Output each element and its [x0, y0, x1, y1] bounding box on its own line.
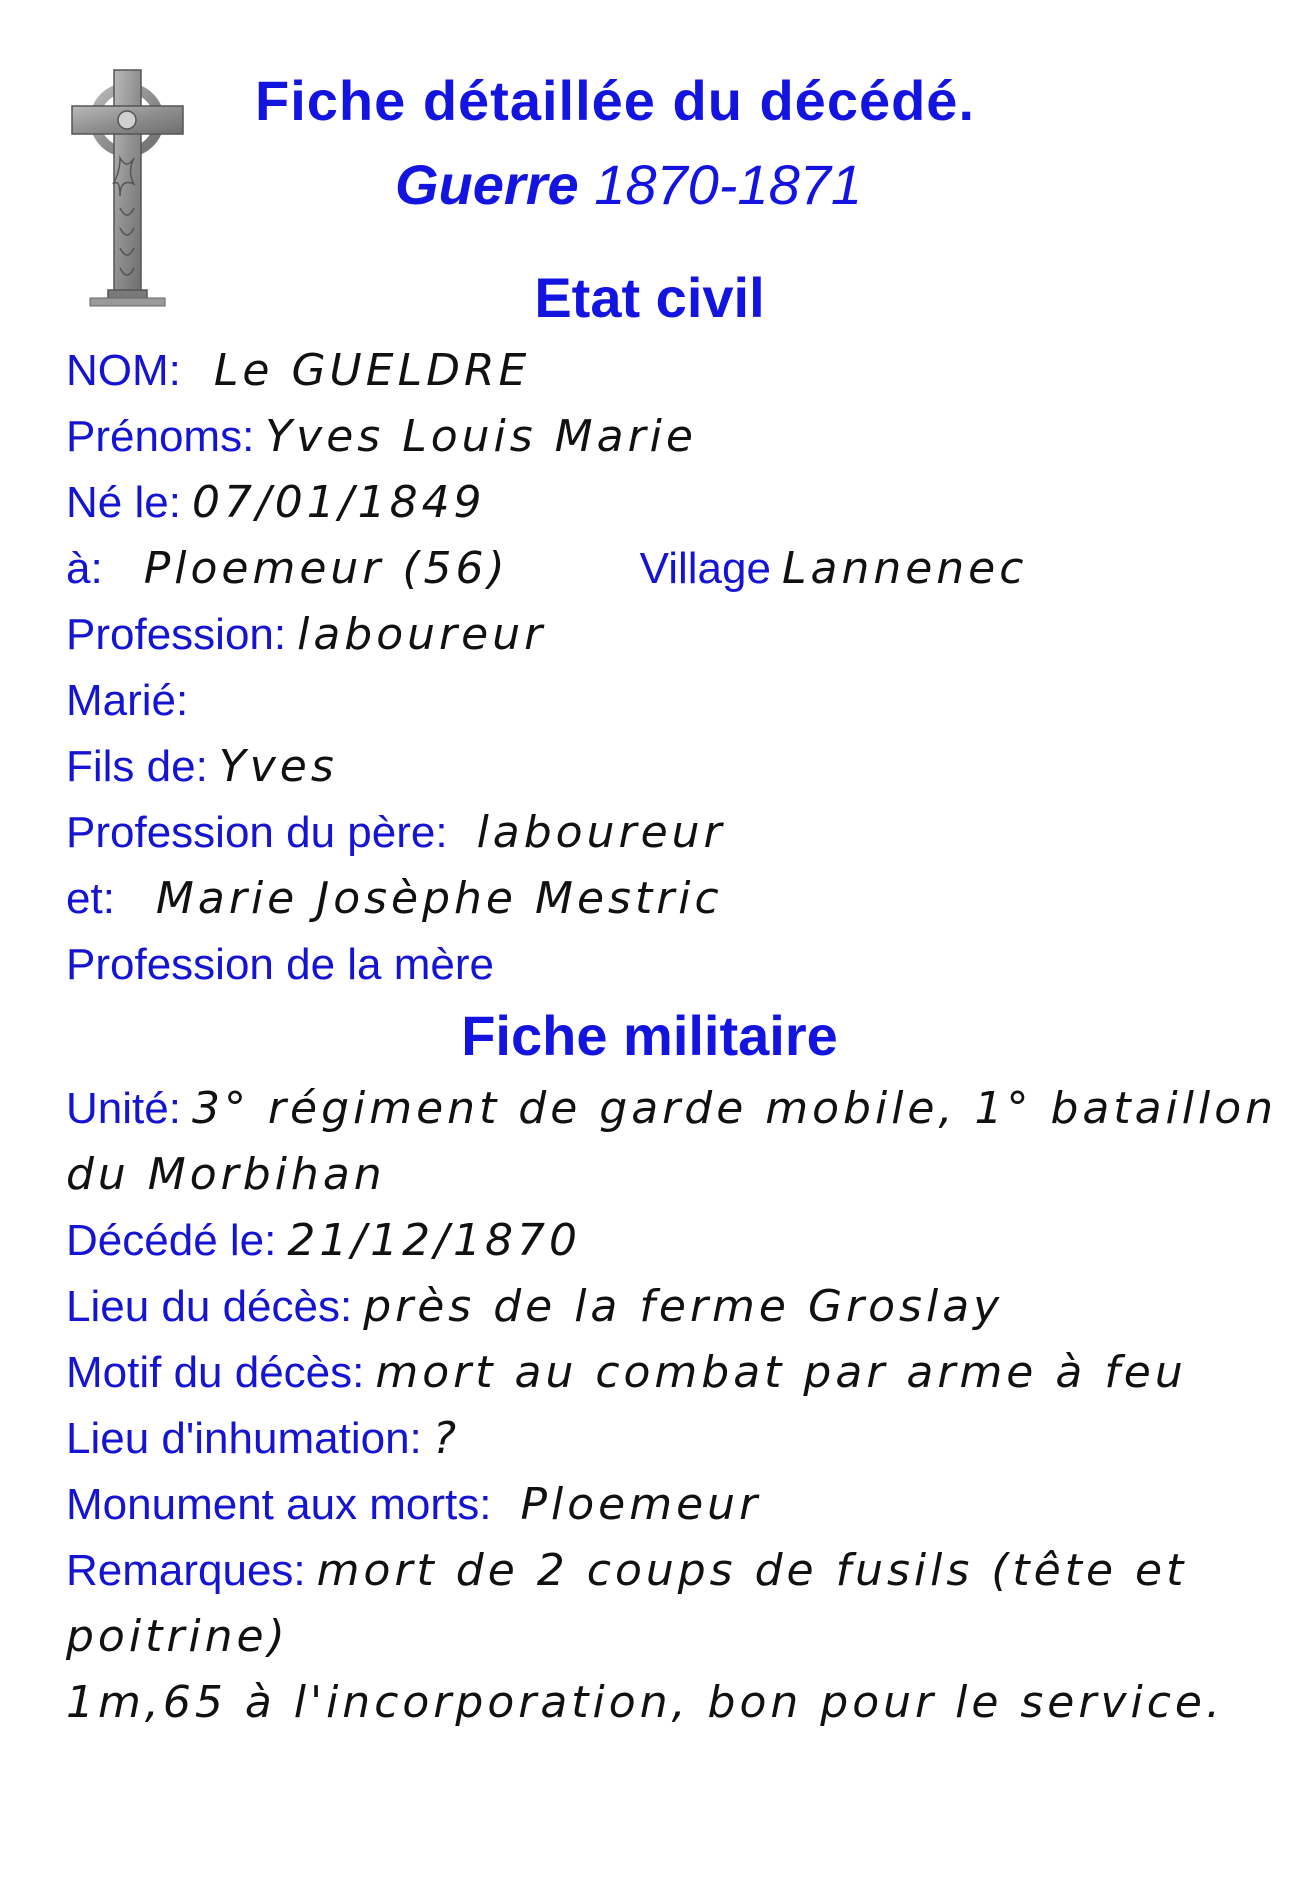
unite-row [66, 1083, 1277, 1134]
et-label: et: [66, 874, 115, 923]
remarques-label: Remarques: [66, 1546, 306, 1595]
monument-row [66, 1479, 761, 1530]
inhumation-label: Lieu d'inhumation: [66, 1414, 422, 1463]
fils-label: Fils de: [66, 742, 208, 791]
profession-mere-label: Profession de la mère [66, 940, 494, 989]
a-label: à: [66, 544, 103, 593]
inhumation-value: ? [432, 1413, 461, 1464]
fils-row [66, 741, 338, 792]
nom-value: Le GUELDRE [213, 345, 531, 396]
ne-le-label: Né le: [66, 478, 181, 527]
profession-value: laboureur [297, 609, 547, 660]
fils-value: Yves [218, 741, 338, 792]
decede-row [66, 1215, 581, 1266]
village-value: Lannenec [781, 543, 1028, 594]
profession-pere-row [66, 807, 726, 858]
lieu-deces-value: près de la ferme Groslay [363, 1281, 1004, 1332]
page-subtitle [395, 152, 862, 217]
decede-label: Décédé le: [66, 1216, 277, 1265]
remarques-value-extra: 1m,65 à l'incorporation, bon pour le service. [66, 1677, 1224, 1728]
monument-label: Monument aux morts: [66, 1480, 492, 1529]
unite-row-continued [66, 1149, 386, 1200]
mere-value: Marie Josèphe Mestric [155, 873, 723, 924]
fiche-militaire-heading: Fiche militaire [461, 1004, 838, 1067]
lieu-deces-row [66, 1281, 1003, 1332]
remarques-row-extra [66, 1677, 1224, 1728]
unite-label: Unité: [66, 1084, 181, 1133]
decede-value: 21/12/1870 [287, 1215, 581, 1266]
marie-row [66, 675, 188, 726]
remarques-value: mort de 2 coups de fusils (tête et [316, 1545, 1188, 1596]
remarques-row [66, 1545, 1187, 1596]
prenoms-row [66, 411, 697, 462]
a-value: Ploemeur (56) [143, 543, 509, 594]
ne-le-value: 07/01/1849 [191, 477, 486, 528]
subtitle-word: Guerre [395, 153, 579, 216]
village-label: Village [639, 544, 771, 593]
lieu-deces-label: Lieu du décès: [66, 1282, 353, 1331]
motif-value: mort au combat par arme à feu [375, 1347, 1187, 1398]
motif-label: Motif du décès: [66, 1348, 365, 1397]
marie-label: Marié: [66, 676, 189, 725]
unite-value: 3° régiment de garde mobile, 1° bataillon [191, 1083, 1278, 1134]
page-title: Fiche détaillée du décédé. [255, 69, 976, 132]
etat-civil-heading: Etat civil [534, 266, 765, 329]
inhumation-row [66, 1413, 460, 1464]
profession-pere-value: laboureur [476, 807, 726, 858]
ne-le-row [66, 477, 486, 528]
mere-row [66, 873, 723, 924]
motif-row [66, 1347, 1187, 1398]
prenoms-value: Yves Louis Marie [265, 411, 697, 462]
remarques-row-continued [66, 1611, 289, 1662]
remarques-value-continued: poitrine) [66, 1611, 289, 1662]
profession-pere-label: Profession du père: [66, 808, 448, 857]
subtitle-years: 1870-1871 [594, 153, 863, 216]
nom-row [66, 345, 530, 396]
profession-row [66, 609, 546, 660]
nom-label: NOM: [66, 346, 181, 395]
unite-value-continued: du Morbihan [66, 1149, 386, 1200]
monument-value: Ploemeur [520, 1479, 762, 1530]
prenoms-label: Prénoms: [66, 412, 255, 461]
profession-label: Profession: [66, 610, 287, 659]
lieu-naissance-row [66, 543, 1027, 594]
profession-mere-row [66, 939, 494, 990]
